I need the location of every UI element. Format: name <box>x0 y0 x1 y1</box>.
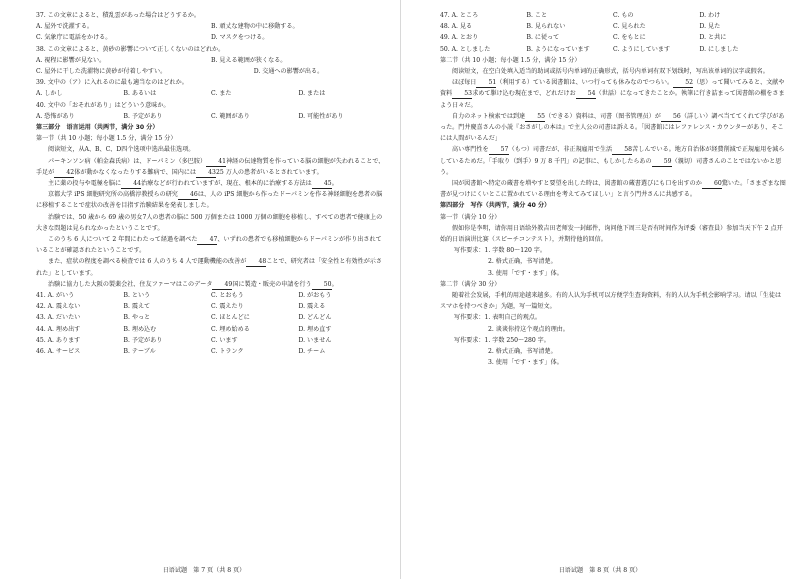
option-row <box>36 335 386 346</box>
passage-text: また、症状の程度を調べる検査では 6 人のうち 4 人で運動機能の改善が <box>48 258 247 266</box>
writing-requirement: 2. 格式正确，书写清楚。 <box>488 348 557 356</box>
option-row <box>36 290 386 301</box>
passage-paragraph <box>440 77 786 111</box>
option: D. 見た <box>699 23 721 31</box>
option: C. とおもう <box>211 292 244 300</box>
passage-text: 主に薬の投与や電極を脳に <box>48 180 122 188</box>
passage-paragraph <box>36 234 386 256</box>
option: D. または <box>298 90 326 98</box>
passage-text: （親切）司書さんのことではないかと思う。 <box>440 157 782 176</box>
option: D. いません <box>298 336 332 344</box>
passage-text: 求めて駆け込む現在まで、どれだけお <box>472 90 576 98</box>
writing-requirement: 3. 使用「です・ます」体。 <box>488 359 563 367</box>
option-row <box>36 66 386 77</box>
passage-text: 随着社会发展，手机的用途越来越多。有的人认为手机可以方便学生查询资料，有的人认为手机会影响学习。请以「生徒はスマホを持つべきか」为题，写一篇短文。 <box>440 292 782 311</box>
writing-requirement: 2. 格式正确，书写清楚。 <box>488 258 557 266</box>
passage-text: ほぼ毎日 <box>452 79 477 87</box>
option: 50. A. としました <box>440 45 491 53</box>
question-text: 第二节（共 10 小题；每小题 1.5 分，满分 15 分） <box>440 56 581 64</box>
passage-paragraph <box>440 111 786 145</box>
passage-paragraph <box>440 290 786 312</box>
blank-number: 55 <box>525 113 545 122</box>
passage-text: 体が動かなくなったりする難病で、国内には <box>74 168 197 176</box>
option <box>124 32 212 43</box>
passage-text: パーキンソン病（帕金森氏病）は、ドーパミン（多巴胺） <box>48 157 207 165</box>
blank-number: 44 <box>121 180 141 189</box>
option: A. しかし <box>36 90 63 98</box>
section-heading: 第四部分 写作（共两节，满分 40 分） <box>440 202 551 210</box>
option: B. こと <box>526 12 548 19</box>
option: D. チーム <box>298 348 326 356</box>
option: C. トランク <box>211 348 244 356</box>
passage-text: 。 <box>331 280 338 288</box>
option: B. に従って <box>526 34 560 42</box>
option: D. 埋め直す <box>298 325 332 333</box>
option <box>299 32 387 43</box>
option-row <box>36 32 386 43</box>
passage-text: （世話）になってきたことか。執筆に行き詰まって図書館の棚をさまよう日々だ。 <box>440 90 785 109</box>
option: D. 交通への影響が出る。 <box>253 68 324 76</box>
option: A. 屋外で洗濯する。 <box>36 23 94 31</box>
option: C. をもとに <box>613 34 646 42</box>
option-row <box>36 111 386 122</box>
passage-paragraph <box>36 279 386 290</box>
option: D. にしました <box>699 45 739 53</box>
option-row <box>36 301 386 312</box>
blank-number: 47 <box>197 236 217 245</box>
blank-number: 53 <box>452 90 472 99</box>
passage-text: 京都大学 iPS 細胞研究所の高橋淳教授らの研究 <box>48 191 178 199</box>
option <box>299 55 387 66</box>
option: 49. A. とおり <box>440 34 479 42</box>
option: B. 見える範囲が狭くなる。 <box>211 56 287 64</box>
option: B. テーブル <box>123 348 156 356</box>
page-7-footer: 日语试题 第 7 页（共 8 页） <box>162 567 246 574</box>
option: D. わけ <box>699 12 721 19</box>
passage-text: 驚いた。「さまざまな图書が見つけにくいとこに置かれている理由を考えてみてほしい」と言う門井さんに共感する。 <box>440 180 786 199</box>
passage-paragraph <box>440 144 786 178</box>
blank-number: 54 <box>576 90 596 99</box>
option: A. 視程に影響が見ない。 <box>36 56 106 64</box>
option: B. あるいは <box>123 90 157 98</box>
option <box>124 21 212 32</box>
option <box>124 55 212 66</box>
option: 46. A. サービス <box>36 348 81 356</box>
instruction: 阅读短文，在空白处填入适当的助词或括号内单词的正确形式，括号内单词有双下划线时，写出该单词的汉字或假名。 <box>452 68 769 76</box>
option: 48. A. 見る <box>440 23 473 31</box>
option-row <box>36 346 386 357</box>
option: C. 震えたり <box>211 303 244 311</box>
passage-text: は、人の iPS 細胞から作ったドーパミンを作る神経細胞を患者の脳に移植することで症状の改善を目指す治験結果を発表しました。 <box>36 191 383 210</box>
option <box>166 66 254 77</box>
passage-text: （もつ）司書だが、非正規雇用で生活 <box>508 146 613 154</box>
option: C. ほとんどに <box>211 314 250 322</box>
option-row <box>36 312 386 323</box>
blank-number: 58 <box>612 146 632 155</box>
option: B. ようになっています <box>526 45 590 53</box>
passage-text: 苦しんでいる。地方自治体が経費削減で正規雇用を減らしているためだ。「手取り（到手）9 万 8 千円」の記事に、もしかしたらあの <box>440 146 785 165</box>
blank-number: 60 <box>702 180 722 189</box>
blank-number: 51 <box>476 79 496 88</box>
page-8-footer: 日语试题 第 8 页（共 8 页） <box>558 567 642 574</box>
question-text: 40. 文中の「おそれがあり」はどういう意味か。 <box>36 101 170 109</box>
question-text: 37. この文章によると、積乱雲があった場合はどうするか。 <box>36 12 200 19</box>
option: 43. A. だいたい <box>36 314 81 322</box>
passage-text: 。 <box>331 180 338 188</box>
option: C. ようにしています <box>613 45 671 53</box>
option: 44. A. 埋め出す <box>36 325 81 333</box>
writing-requirement: 3. 使用「です・ます」体。 <box>488 269 563 277</box>
option: 42. A. 震えない <box>36 303 81 311</box>
passage-text: 治療などが行われていますが、現在、根本的に治療する方法は <box>141 180 312 188</box>
option-row <box>440 44 786 55</box>
writing-requirement: 写作要求：1. 表明自己的观点。 <box>454 314 541 322</box>
option: D. どんどん <box>298 314 332 322</box>
blank-number: 52 <box>673 79 693 88</box>
option: B. という <box>123 292 151 300</box>
option: D. と共に <box>699 34 727 42</box>
writing-requirement: 写作要求：1. 字数 80～120 字。 <box>454 247 546 255</box>
passage-paragraph <box>36 256 386 278</box>
option: C. また <box>211 90 232 98</box>
writing-requirement: 2. 谈谈你持这个观点的理由。 <box>488 325 569 333</box>
question-text: 第一节（共 10 小题；每小题 1.5 分，满分 15 分） <box>36 135 177 143</box>
option: D. がおもう <box>298 292 332 300</box>
passage-text: 高い専門性を <box>452 146 489 154</box>
passage-text: 国に製造・販売の申請を行う <box>232 280 312 288</box>
passage-text: 、いずれの患者でも移植細胞からドーパミンが作り出されていることが確認されたということです。 <box>36 236 382 255</box>
option-row <box>440 10 786 21</box>
blank-number: 42 <box>54 169 74 178</box>
passage-text: （できる）資料は、司書（图书管理员）が <box>545 112 661 120</box>
passage-paragraph <box>440 178 786 200</box>
section-heading: 第三部分 语言运用（共两节，满分 30 分） <box>36 124 159 132</box>
passage-text: 神経の伝達物質を作っている脳の細胞が失われることで、手足が <box>36 157 385 176</box>
question-text: 39. 文中の（ア）に入れるのに最も適当なのはどれか。 <box>36 79 188 87</box>
passage-text: 国が図書館へ特定の蔵書を増やすと要望を出した時は、図書館の蔵書選びにも口を出すのか <box>452 180 702 188</box>
option: B. 見られない <box>526 23 566 31</box>
option: B. 震えて <box>123 303 151 311</box>
passage-text: （思）って聞いてみると、文献や資料 <box>440 79 785 98</box>
passage-text: このうち 6 人について 2 年間にわたって経過を調べた <box>48 236 198 244</box>
passage-text: 治験では、50 歳から 69 歳の男女7人の患者の脳に 500 万個または 1000 万個の細胞を移植し、すべての患者で健康上の大きな問題は見られなかったということです。 <box>36 213 383 232</box>
blank-number: 50 <box>312 281 332 290</box>
writing-requirement: 写作要求：1. 字数 250～280 字。 <box>454 336 550 344</box>
passage-paragraph <box>36 178 386 189</box>
option: 45. A. あります <box>36 336 81 344</box>
question-text: 第二节（满分 30 分） <box>440 280 501 288</box>
blank-number: 49 <box>212 281 232 290</box>
option: C. います <box>211 336 238 344</box>
blank-number: 48 <box>246 258 266 267</box>
option: D. マスクをつける。 <box>211 34 269 42</box>
blank-number: 46 <box>178 191 198 200</box>
option-row <box>440 32 786 43</box>
option: 41. A. がいう <box>36 292 75 300</box>
blank-number: 59 <box>652 158 672 167</box>
option: B. 頑丈な建物の中に移動する。 <box>211 23 299 31</box>
option-row <box>36 21 386 32</box>
option: 47. A. ところ <box>440 12 479 19</box>
option: C. 屋外に干した洗濯物に黄砂が付着しやすい。 <box>36 68 167 76</box>
option: C. 範囲があり <box>211 112 250 120</box>
option: B. 埋め込む <box>123 325 157 333</box>
option: B. 予定があり <box>123 112 163 120</box>
option-row <box>36 324 386 335</box>
passage-paragraph <box>440 223 786 245</box>
exam-page-8 <box>400 0 800 579</box>
passage-text: 自力のネット検索では到達 <box>452 112 526 120</box>
option: C. 埋め始める <box>211 325 250 333</box>
passage-text: ことで、研究者は「安全性と有効性が示された」としています。 <box>36 258 382 277</box>
blank-number: 57 <box>489 146 509 155</box>
option <box>299 21 387 32</box>
option: D. 震える <box>298 303 326 311</box>
option: C. 気象庁に電話をかける。 <box>36 34 112 42</box>
page-7-content <box>36 10 386 357</box>
blank-number: 56 <box>661 113 681 122</box>
option: B. 予定があり <box>123 336 163 344</box>
blank-number: 45 <box>312 180 332 189</box>
option: C. もの <box>613 12 634 19</box>
passage-text: 25 万人の患者がいるとされています。 <box>216 168 323 176</box>
option: D. 可能性があり <box>298 112 344 120</box>
passage-paragraph <box>36 212 386 234</box>
passage-text: （利用する）ている図書館は、いつ行っても休みなのでつらい。 <box>496 79 674 87</box>
option: B. やっと <box>123 314 151 322</box>
blank-number: 43 <box>196 169 216 178</box>
question-text: 第一节（满分 10 分） <box>440 213 501 221</box>
option: C. 見られた <box>613 23 646 31</box>
passage-text: 治験に協力した大阪の製薬会社、住友ファーマはこのデータ <box>48 280 213 288</box>
passage-paragraph <box>36 156 386 178</box>
passage-text: （詳しい）調べ当ててくれて学びがあった。門井慶喜さんの小説『おさがしの本は』で主人公の司書は訴える。「図書館にはレファレンス・カウンターがあり、そこには人間がいるんだ」 <box>440 112 785 143</box>
option-row <box>440 21 786 32</box>
option-row <box>36 88 386 99</box>
blank-number: 41 <box>206 158 226 167</box>
instruction: 阅读短文，从A、B、C、D四个选项中选出最佳选项。 <box>48 146 195 154</box>
passage-paragraph <box>36 189 386 211</box>
option-row <box>36 55 386 66</box>
question-text: 38. この文章によると、黄砂の影響について正しくないのはどれか。 <box>36 45 225 53</box>
passage-text: 假如你是李明，请你用日语给外教吉田老师发一封邮件，询问他下周三是否有时间作为评委（審査員）参加当天下午 2 点开始的日语演讲比赛（スピーチコンテスト），并期待他的回信。 <box>440 224 783 244</box>
option: A. 恐怖があり <box>36 112 75 120</box>
page-8-content <box>440 10 786 369</box>
